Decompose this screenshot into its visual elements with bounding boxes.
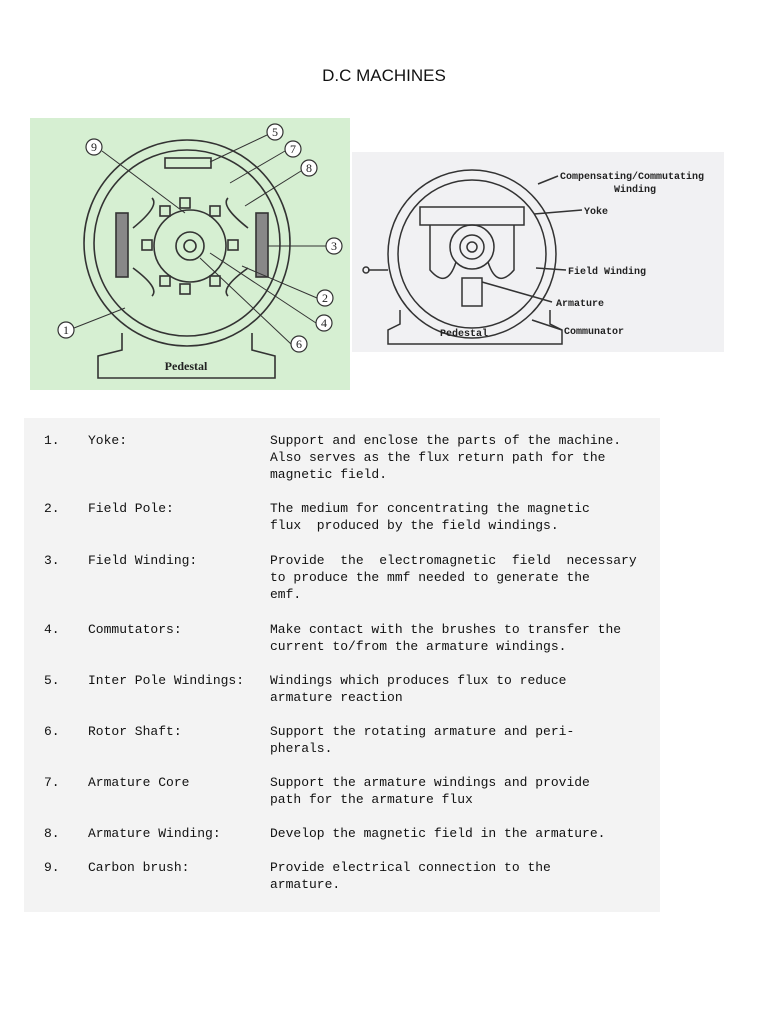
callout-3: 3 <box>331 239 337 253</box>
callout-4: 4 <box>321 316 327 330</box>
callout-9: 9 <box>91 140 97 154</box>
part-name: Rotor Shaft: <box>88 724 182 739</box>
part-name: Armature Core <box>88 775 190 790</box>
part-number: 8. <box>44 826 60 841</box>
label-field-winding: Field Winding <box>568 267 647 278</box>
part-description: Develop the magnetic field in the armature. <box>270 826 606 841</box>
part-name: Field Pole: <box>88 501 174 516</box>
part-description: The medium for concentrating the magnetic flux produced by the field windings. <box>270 501 590 533</box>
part-description: Provide the electromagnetic field necessary to produce the mmf needed to generate the emf. <box>270 553 637 602</box>
part-number: 9. <box>44 860 60 875</box>
part-name: Armature Winding: <box>88 826 221 841</box>
part-number: 5. <box>44 673 60 688</box>
pedestal-label: Pedestal <box>164 359 208 373</box>
schematic-drawing <box>352 152 724 352</box>
part-description: Support and enclose the parts of the machine. Also serves as the flux return path for the magnetic field. <box>270 433 622 482</box>
part-description: Support the armature windings and provide path for the armature flux <box>270 775 590 807</box>
parts-description-table <box>24 418 660 912</box>
dc-machine-schematic-figure <box>352 152 724 352</box>
part-description: Make contact with the brushes to transfer the current to/from the armature windings. <box>270 622 622 654</box>
part-number: 7. <box>44 775 60 790</box>
label-pedestal: Pedestal <box>440 329 489 340</box>
dc-machine-cross-section-figure <box>30 118 350 390</box>
callout-1: 1 <box>63 323 69 337</box>
part-description: Provide electrical connection to the armature. <box>270 860 551 892</box>
part-description: Windings which produces flux to reduce armature reaction <box>270 673 567 705</box>
part-description: Support the rotating armature and peri- pherals. <box>270 724 575 756</box>
label-communator: Communator <box>564 327 625 338</box>
label-compensating-winding: Winding <box>614 185 657 196</box>
part-number: 2. <box>44 501 60 516</box>
part-number: 6. <box>44 724 60 739</box>
label-armature: Armature <box>556 299 605 310</box>
cross-section-drawing <box>30 118 350 390</box>
part-name: Carbon brush: <box>88 860 190 875</box>
part-name: Yoke: <box>88 433 128 448</box>
part-number: 1. <box>44 433 60 448</box>
part-number: 3. <box>44 553 60 568</box>
part-name: Commutators: <box>88 622 182 637</box>
part-name: Inter Pole Windings: <box>88 673 245 688</box>
callout-7: 7 <box>290 142 296 156</box>
label-compensating: Compensating/Commutating <box>560 172 705 183</box>
page-title: D.C MACHINES <box>322 66 446 85</box>
callout-8: 8 <box>306 161 312 175</box>
callout-2: 2 <box>322 291 328 305</box>
callout-6: 6 <box>296 337 302 351</box>
callout-5: 5 <box>272 125 278 139</box>
label-yoke: Yoke <box>584 207 609 218</box>
part-name: Field Winding: <box>88 553 198 568</box>
part-number: 4. <box>44 622 60 637</box>
